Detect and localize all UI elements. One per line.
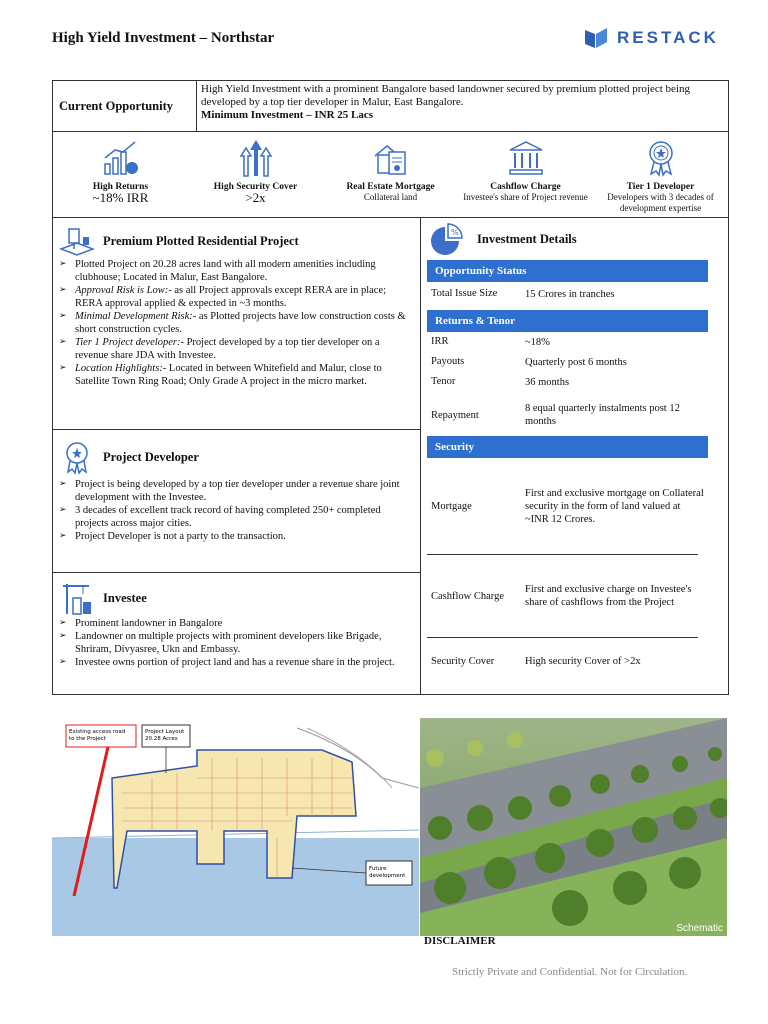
future-dev-label: Future development [369,866,406,879]
row-key: Payouts [431,356,465,367]
list-item: ➢ Prominent landowner in Bangalore [59,617,412,630]
feature-cashflow [458,132,593,217]
row-value: High security Cover of >2x [525,655,641,667]
investee-header [53,573,420,617]
list-item: ➢ Project is being developed by a top tier developer under a revenue share joint development with the Investee. [59,478,412,504]
project-layout-map [52,718,419,936]
plotted-land-icon [59,223,95,259]
row-value: 36 months [525,377,570,388]
opportunity-label: Current Opportunity [53,81,197,131]
item-text: Project developed by a top tier developer on a revenue share JDA with Investee. [75,337,380,361]
list-item: ➢ Investee owns portion of project land and has a revenue share in the project. [59,656,412,669]
opportunity-text [197,81,728,131]
row-value: 15 Crores in tranches [525,289,615,300]
svg-text:%: % [451,228,459,237]
access-road-label: Existing access road to the Project [69,729,126,742]
feature-strip [52,132,729,218]
house-document-icon [371,138,411,178]
row-value: First and exclusive charge on Investee's share of cashflows from the Project [525,584,692,608]
item-lead: Minimal Development Risk:- [75,311,197,322]
current-opportunity-box [52,80,729,132]
feature-title: Cashflow Charge [490,182,561,192]
item-text: Located in between Whitefield and Malur, close to Satellite Town Ring Road; Only Grade A project in the micro market. [75,363,382,387]
list-item [59,336,412,362]
row-key: IRR [431,336,449,347]
issue-size-row [431,288,728,310]
project-header [53,218,420,258]
list-item [59,362,412,388]
opportunity-description: High Yield Investment with a prominent Bangalore based landowner secured by premium plotted project being developed by a top tier developer in Malur, East Bangalore. [201,83,690,108]
list-item [59,284,412,310]
list-item: ➢ Project Developer is not a party to the transaction. [59,530,412,543]
confidentiality-footer: Strictly Private and Confidential. Not for Circulation. [452,966,688,978]
security-bar: Security [427,436,708,458]
row-value: First and exclusive mortgage on Collateral security in the form of land valued at ~INR 12 Crores. [525,487,704,525]
row-key: Mortgage [431,500,472,512]
row-key: Cashflow Charge [431,590,505,602]
project-heading: Premium Plotted Residential Project [103,233,299,248]
list-item [59,310,412,336]
developer-section [53,430,420,573]
award-badge-icon [59,439,95,475]
restack-logo [583,26,719,50]
minimum-investment: Minimum Investment – INR 25 Lacs [201,109,374,121]
investee-list [53,617,420,671]
schematic-photo [420,718,727,936]
feature-sub: >2x [245,190,266,205]
row-value: Quarterly post 6 months [525,357,627,368]
row-key: Security Cover [431,655,495,667]
investee-heading: Investee [103,590,147,605]
feature-sub: Investee's share of Project revenue [463,192,588,202]
item-lead: Approval Risk is Low:- [75,285,172,296]
row-key: Tenor [431,376,456,387]
tree-lined-road-image [420,718,727,936]
developer-heading: Project Developer [103,449,199,464]
repayment-row [431,398,728,432]
irr-row [431,336,728,356]
layout-label: Project Layout 20.28 Acres [145,729,185,742]
payouts-row [431,356,728,376]
investee-section [53,573,420,695]
page-title: High Yield Investment – Northstar [52,30,275,46]
feature-mortgage [323,132,458,217]
list-item: ➢ 3 decades of excellent track record of having completed 250+ completed projects across major cities. [59,504,412,530]
returns-tenor-bar: Returns & Tenor [427,310,708,332]
project-list [53,258,420,390]
arrows-up-icon [236,138,276,178]
badge-icon [641,138,681,178]
feature-sub: Collateral land [363,192,418,202]
item-text: as Plotted projects have low construction costs & short construction cycles. [75,311,406,335]
feature-title: High Security Cover [213,182,298,192]
logo-text: RESTACK [617,28,719,47]
cashflow-row [431,555,728,637]
feature-title: Real Estate Mortgage [346,182,435,192]
list-item [59,258,412,284]
feature-sub: Developers with 3 decades of development expertise [607,192,714,213]
left-column [52,218,421,695]
investment-details-panel [421,218,729,695]
feature-sub: ~18% IRR [92,190,149,205]
item-lead: Tier 1 Project developer:- [75,337,184,348]
restack-logo-icon [583,26,609,50]
feature-security-cover [188,132,323,217]
mortgage-row [431,458,728,554]
disclaimer-label: DISCLAIMER [424,935,496,947]
developer-list [53,478,420,545]
item-text: as all Project approvals except RERA are in place; RERA approval applied & expected in ~3 months. [75,285,387,309]
schematic-caption: Schematic [676,923,723,934]
security-cover-row [431,638,728,684]
row-key: Repayment [431,409,479,421]
opportunity-status-bar: Opportunity Status [427,260,708,282]
pie-chart-icon [429,221,467,257]
project-section [53,218,420,430]
row-value: 8 equal quarterly instalments post 12 months [525,403,680,427]
item-text: Plotted Project on 20.28 acres land with all modern amenities including clubhouse; Located in Malur, East Bangalore. [75,259,376,283]
item-lead: Location Highlights:- [75,363,167,374]
row-key: Total Issue Size [431,288,498,299]
list-item: ➢ Landowner on multiple projects with prominent developers like Brigade, Shriram, Divyasree, Ukn and Embassy. [59,630,412,656]
feature-title: High Returns [92,182,149,192]
investment-heading: Investment Details [477,231,577,246]
tenor-row [431,376,728,398]
row-value: ~18% [525,337,550,348]
chart-up-icon [101,138,141,178]
investment-header [421,218,728,260]
site-plan-image [52,718,419,936]
feature-title: Tier 1 Developer [626,182,695,192]
construction-crane-icon [59,580,95,616]
feature-high-returns [53,132,188,217]
feature-tier1 [593,132,728,217]
developer-header [53,430,420,478]
bank-icon [506,138,546,178]
